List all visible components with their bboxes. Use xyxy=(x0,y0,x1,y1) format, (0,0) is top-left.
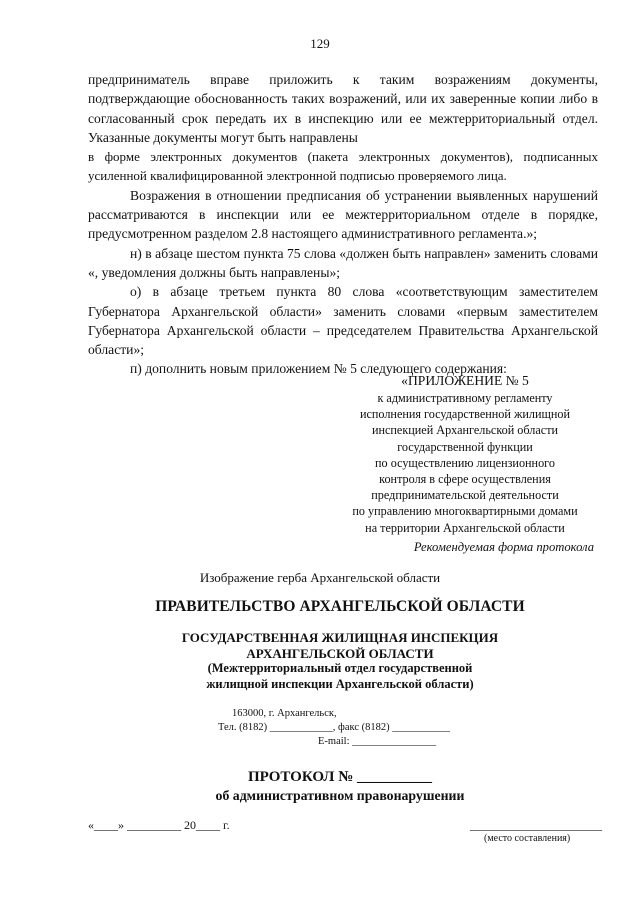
protocol-title: ПРОТОКОЛ № __________ xyxy=(247,769,433,785)
inspection-line-1: ГОСУДАРСТВЕННАЯ ЖИЛИЩНАЯ ИНСПЕКЦИЯ xyxy=(181,630,499,645)
contacts-block xyxy=(0,707,640,749)
contact-phone-fax: Тел. (8182) ____________, факс (8182) ___________ xyxy=(218,722,450,733)
inspection-line-4: жилищной инспекции Архангельской области) xyxy=(206,676,474,691)
paragraph-2: в форме электронных документов (пакета электронных документов), подписанных усиленной квалифицированной электронной подписью проверяемого лица. xyxy=(88,149,598,184)
protocol-subtitle: об административном правонарушении xyxy=(215,788,465,803)
form-note: Рекомендуемая форма протокола xyxy=(413,540,594,554)
inspection-block xyxy=(0,630,640,692)
appendix-line: исполнения государственной жилищной xyxy=(359,407,571,422)
paragraph-1: предприниматель вправе приложить к таким возражениям документы, подтверждающие обоснованность таких возражений, или их заверенные копии либо в согласованный срок передать их в инспекцию или ее межтерриториальный отдел. Указанные документы могут быть направлены xyxy=(88,72,598,145)
appendix-header xyxy=(340,372,590,536)
government-title: ПРАВИТЕЛЬСТВО АРХАНГЕЛЬСКОЙ ОБЛАСТИ xyxy=(155,598,525,615)
paragraph-4: н) в абзаце шестом пункта 75 слова «должен быть направлен» заменить словами «, уведомления должны быть направлены»; xyxy=(88,245,598,280)
paragraph-3: Возражения в отношении предписания об устранении выявленных нарушений рассматриваются в инспекции или ее межтерриториальном отделе в порядке, предусмотренном разделом 2.8 настоящего административного регламента.»; xyxy=(88,187,598,242)
place-hint: (место составления) xyxy=(484,833,571,844)
appendix-line: государственной функции xyxy=(397,439,533,454)
protocol-heading xyxy=(0,768,640,805)
appendix-title: «ПРИЛОЖЕНИЕ № 5 xyxy=(401,373,529,388)
paragraph-5: о) в абзаце третьем пункта 80 слова «соответствующим заместителем Губернатора Архангельской области» заменить словами «первым заместителем Губернатора Архангельской области – председателем Правительства Архангельской области»; xyxy=(88,284,598,358)
page-number: 129 xyxy=(310,36,330,51)
appendix-line: контроля в сфере осуществления xyxy=(379,472,551,487)
contact-address: 163000, г. Архангельск, xyxy=(232,708,337,719)
place-line: ______________________ xyxy=(470,818,602,832)
appendix-line: предпринимательской деятельности xyxy=(371,488,559,503)
date-line: «____» _________ 20____ г. xyxy=(88,818,230,832)
appendix-line: инспекцией Архангельской области xyxy=(371,423,559,438)
emblem-note: Изображение герба Архангельской области xyxy=(199,570,441,585)
paragraph-6: п) дополнить новым приложением № 5 следующего содержания: xyxy=(130,361,507,377)
appendix-line: на территории Архангельской области xyxy=(365,520,565,535)
appendix-line: по осуществлению лицензионного xyxy=(375,455,555,470)
contact-email: E-mail: ________________ xyxy=(318,736,437,747)
appendix-line: к административному регламенту xyxy=(377,391,553,405)
appendix-line: по управлению многоквартирными домами xyxy=(352,504,578,519)
inspection-line-2: АРХАНГЕЛЬСКОЙ ОБЛАСТИ xyxy=(246,645,434,661)
body-text xyxy=(88,70,598,379)
inspection-line-3: (Межтерриториальный отдел государственной xyxy=(207,661,473,676)
